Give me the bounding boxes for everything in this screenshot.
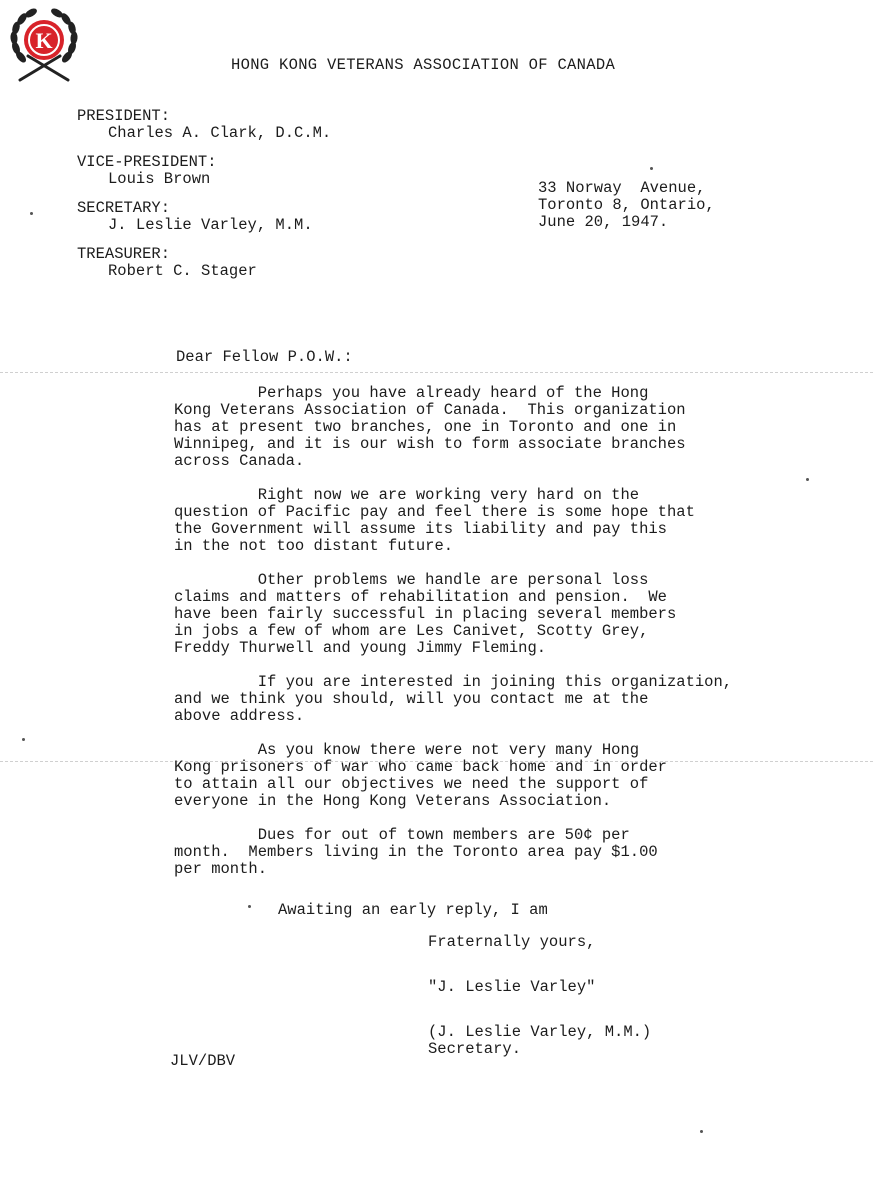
body-line: to attain all our objectives we need the support of: [174, 775, 649, 793]
body-line: If you are interested in joining this organization,: [174, 673, 733, 691]
body-line: across Canada.: [174, 452, 305, 470]
typed-name: (J. Leslie Varley, M.M.): [428, 1023, 652, 1041]
officer-name: Charles A. Clark, D.C.M.: [108, 124, 332, 142]
body-line: everyone in the Hong Kong Veterans Association.: [174, 792, 612, 810]
officer-role: PRESIDENT:: [77, 107, 171, 125]
sender-address: [538, 180, 715, 231]
body-line: month. Members living in the Toronto area pay $1.00: [174, 843, 658, 861]
paragraph: [174, 572, 732, 657]
body-line: in the not too distant future.: [174, 537, 454, 555]
paragraph: [174, 674, 732, 725]
officer-role: SECRETARY:: [77, 199, 171, 217]
closing-line: Awaiting an early reply, I am: [278, 901, 548, 919]
scan-speck: [700, 1130, 703, 1133]
letter-body: [174, 385, 732, 895]
body-line: claims and matters of rehabilitation and pension. We: [174, 588, 667, 606]
body-line: has at present two branches, one in Toronto and one in: [174, 418, 677, 436]
paragraph: [174, 487, 732, 555]
paragraph: [174, 385, 732, 470]
signature-block: [428, 934, 651, 1058]
scan-speck: [650, 167, 653, 170]
body-line: and we think you should, will you contact me at the: [174, 690, 649, 708]
body-line: Winnipeg, and it is our wish to form associate branches: [174, 435, 686, 453]
body-line: Other problems we handle are personal loss: [174, 571, 649, 589]
letter-date: June 20, 1947.: [538, 213, 669, 231]
officers-list: [77, 108, 331, 280]
body-line: have been fairly successful in placing several members: [174, 605, 677, 623]
body-line: Right now we are working very hard on the: [174, 486, 640, 504]
valediction: Fraternally yours,: [428, 933, 596, 951]
body-line: Dues for out of town members are 50¢ per: [174, 826, 630, 844]
letterhead-title: HONG KONG VETERANS ASSOCIATION OF CANADA: [231, 56, 616, 74]
body-line: above address.: [174, 707, 305, 725]
officer-role: VICE-PRESIDENT:: [77, 153, 217, 171]
body-line: Kong Veterans Association of Canada. This organization: [174, 401, 686, 419]
paragraph: [174, 742, 732, 810]
logo-letter: K: [35, 28, 53, 53]
scan-speck: [30, 212, 33, 215]
scan-speck: [248, 905, 251, 908]
association-logo: [6, 4, 82, 84]
address-city: Toronto 8, Ontario,: [538, 196, 715, 214]
paragraph: [174, 827, 732, 878]
body-line: As you know there were not very many Hong: [174, 741, 640, 759]
body-line: question of Pacific pay and feel there is some hope that: [174, 503, 695, 521]
officer-name: Louis Brown: [108, 170, 211, 188]
signed-name: "J. Leslie Varley": [428, 978, 596, 996]
address-street: 33 Norway Avenue,: [538, 179, 706, 197]
body-line: the Government will assume its liability and pay this: [174, 520, 667, 538]
body-line: Kong prisoners of war who came back home and in order: [174, 758, 667, 776]
officer-name: Robert C. Stager: [108, 262, 257, 280]
signatory-title: Secretary.: [428, 1040, 522, 1058]
officer-role: TREASURER:: [77, 245, 171, 263]
scan-speck: [22, 738, 25, 741]
scan-speck: [806, 478, 809, 481]
officer-name: J. Leslie Varley, M.M.: [108, 216, 313, 234]
reference-initials: JLV/DBV: [170, 1052, 236, 1070]
body-line: per month.: [174, 860, 268, 878]
body-line: in jobs a few of whom are Les Canivet, Scotty Grey,: [174, 622, 649, 640]
body-line: Freddy Thurwell and young Jimmy Fleming.: [174, 639, 547, 657]
body-line: Perhaps you have already heard of the Hong: [174, 384, 649, 402]
salutation: Dear Fellow P.O.W.:: [176, 348, 353, 366]
fold-line: [0, 372, 873, 374]
